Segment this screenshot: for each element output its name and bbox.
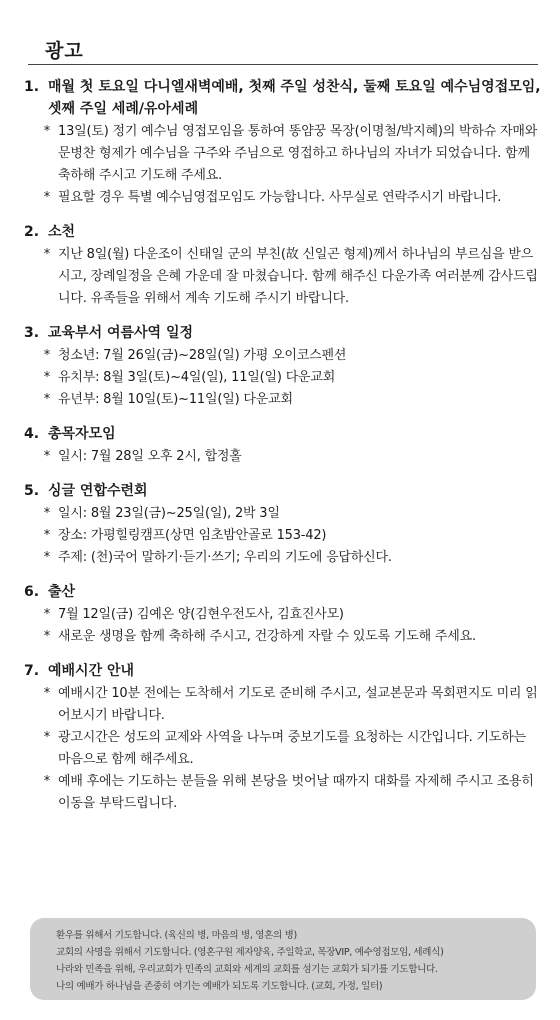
announcement-section	[24, 221, 544, 310]
page-title: 광고	[45, 40, 84, 62]
list-item	[24, 367, 544, 389]
section-items	[24, 683, 544, 815]
asterisk-bullet-icon: *	[43, 190, 50, 205]
prayer-line: 교회의 사명을 위해서 기도합니다. (영혼구원 제자양육, 주일학교, 목장VIP, 예수영접모임, 세례식)	[56, 947, 444, 958]
section-number: 2.	[24, 224, 40, 240]
section-heading	[24, 76, 544, 120]
asterisk-bullet-icon: *	[43, 607, 50, 622]
asterisk-bullet-icon: *	[43, 348, 50, 363]
list-item-text: 지난 8일(월) 다운조이 신태일 군의 부친(故 신일곤 형제)께서 하나님의 부르심을 받으시고, 장례일정을 은혜 가운데 잘 마쳤습니다. 함께 해주신 다운가족 여러분께 감사드립니다. 유족들을 위해서 계속 기도해 주시기 바랍니다.	[58, 247, 538, 306]
list-item	[24, 389, 544, 411]
prayer-footer-box	[30, 918, 536, 1000]
section-items	[24, 503, 544, 569]
section-number: 7.	[24, 663, 40, 679]
list-item	[24, 345, 544, 367]
section-items	[24, 244, 544, 310]
list-item	[24, 446, 544, 468]
announcement-section	[24, 322, 544, 411]
asterisk-bullet-icon: *	[43, 370, 50, 385]
list-item	[24, 547, 544, 569]
asterisk-bullet-icon: *	[43, 392, 50, 407]
list-item-text: 유치부: 8월 3일(토)~4일(일), 11일(일) 다운교회	[58, 370, 336, 385]
list-item	[24, 604, 544, 626]
asterisk-bullet-icon: *	[43, 506, 50, 521]
prayer-line: 환우를 위해서 기도합니다. (육신의 병, 마음의 병, 영혼의 병)	[56, 930, 297, 941]
list-item-text: 일시: 7월 28일 오후 2시, 합정홀	[58, 449, 242, 464]
asterisk-bullet-icon: *	[43, 686, 50, 701]
section-title: 싱글 연합수련회	[48, 483, 148, 499]
section-heading	[24, 660, 544, 682]
asterisk-bullet-icon: *	[43, 629, 50, 644]
section-heading	[24, 423, 544, 445]
announcement-section	[24, 76, 544, 209]
list-item	[24, 727, 544, 771]
section-title: 출산	[48, 584, 76, 600]
list-item-text: 유년부: 8월 10일(토)~11일(일) 다운교회	[58, 392, 293, 407]
list-item-text: 청소년: 7월 26일(금)~28일(일) 가평 오이코스펜션	[58, 348, 347, 363]
section-number: 6.	[24, 584, 40, 600]
asterisk-bullet-icon: *	[43, 774, 50, 789]
list-item-text: 예배 후에는 기도하는 분들을 위해 본당을 벗어날 때까지 대화를 자제해 주시고 조용히 이동을 부탁드립니다.	[58, 774, 534, 811]
list-item-text: 일시: 8월 23일(금)~25일(일), 2박 3일	[58, 506, 280, 521]
section-title: 총목자모임	[48, 426, 116, 442]
announcement-section	[24, 660, 544, 815]
list-item-text: 광고시간은 성도의 교제와 사역을 나누며 중보기도를 요청하는 시간입니다. 기도하는 마음으로 함께 해주세요.	[58, 730, 526, 767]
asterisk-bullet-icon: *	[43, 550, 50, 565]
section-title: 소천	[48, 224, 76, 240]
list-item-text: 7월 12일(금) 김예온 양(김현우전도사, 김효진사모)	[58, 607, 344, 622]
section-items	[24, 446, 544, 468]
title-divider	[28, 64, 538, 65]
section-heading	[24, 322, 544, 344]
list-item	[24, 771, 544, 815]
section-number: 5.	[24, 483, 40, 499]
list-item-text: 새로운 생명을 함께 축하해 주시고, 건강하게 자랄 수 있도록 기도해 주세요.	[58, 629, 476, 644]
section-number: 4.	[24, 426, 40, 442]
list-item-text: 주제: (천)국어 말하기·듣기·쓰기; 우리의 기도에 응답하신다.	[58, 550, 392, 565]
list-item	[24, 626, 544, 648]
list-item	[24, 503, 544, 525]
announcement-section	[24, 480, 544, 569]
list-item-text: 예배시간 10분 전에는 도착해서 기도로 준비해 주시고, 설교본문과 목회편지도 미리 읽어보시기 바랍니다.	[58, 686, 538, 723]
list-item-text: 장소: 가평힐링캠프(상면 임초밤안골로 153-42)	[58, 528, 327, 543]
asterisk-bullet-icon: *	[43, 124, 50, 139]
section-title: 매월 첫 토요일 다니엘새벽예배, 첫째 주일 성찬식, 둘째 토요일 예수님영접모임, 셋째 주일 세례/유아세례	[48, 79, 541, 117]
list-item	[24, 525, 544, 547]
section-title: 예배시간 안내	[48, 663, 135, 679]
section-heading	[24, 480, 544, 502]
section-number: 3.	[24, 325, 40, 341]
asterisk-bullet-icon: *	[43, 730, 50, 745]
list-item	[24, 121, 544, 187]
asterisk-bullet-icon: *	[43, 449, 50, 464]
prayer-line: 나의 예배가 하나님을 존중히 여기는 예배가 되도록 기도합니다. (교회, 가정, 일터)	[56, 981, 383, 992]
section-number: 1.	[24, 79, 40, 95]
section-items	[24, 604, 544, 648]
section-items	[24, 121, 544, 209]
list-item-text: 13일(토) 정기 예수님 영접모임을 통하여 똥얌꿍 목장(이명철/박지혜)의 박하슈 자매와 문병찬 형제가 예수님을 구주와 주님으로 영접하고 하나님의 자녀가 되었습니다. 함께 축하해 주시고 기도해 주세요.	[58, 124, 538, 183]
section-heading	[24, 581, 544, 603]
list-item	[24, 244, 544, 310]
announcement-list	[24, 76, 544, 827]
announcement-section	[24, 423, 544, 468]
asterisk-bullet-icon: *	[43, 247, 50, 262]
asterisk-bullet-icon: *	[43, 528, 50, 543]
section-title: 교육부서 여름사역 일정	[48, 325, 193, 341]
prayer-line: 나라와 민족을 위해, 우리교회가 민족의 교회와 세계의 교회를 섬기는 교회가 되기를 기도합니다.	[56, 964, 438, 975]
section-heading	[24, 221, 544, 243]
section-items	[24, 345, 544, 411]
list-item	[24, 187, 544, 209]
announcement-section	[24, 581, 544, 648]
list-item-text: 필요할 경우 특별 예수님영접모임도 가능합니다. 사무실로 연락주시기 바랍니다.	[58, 190, 502, 205]
list-item	[24, 683, 544, 727]
